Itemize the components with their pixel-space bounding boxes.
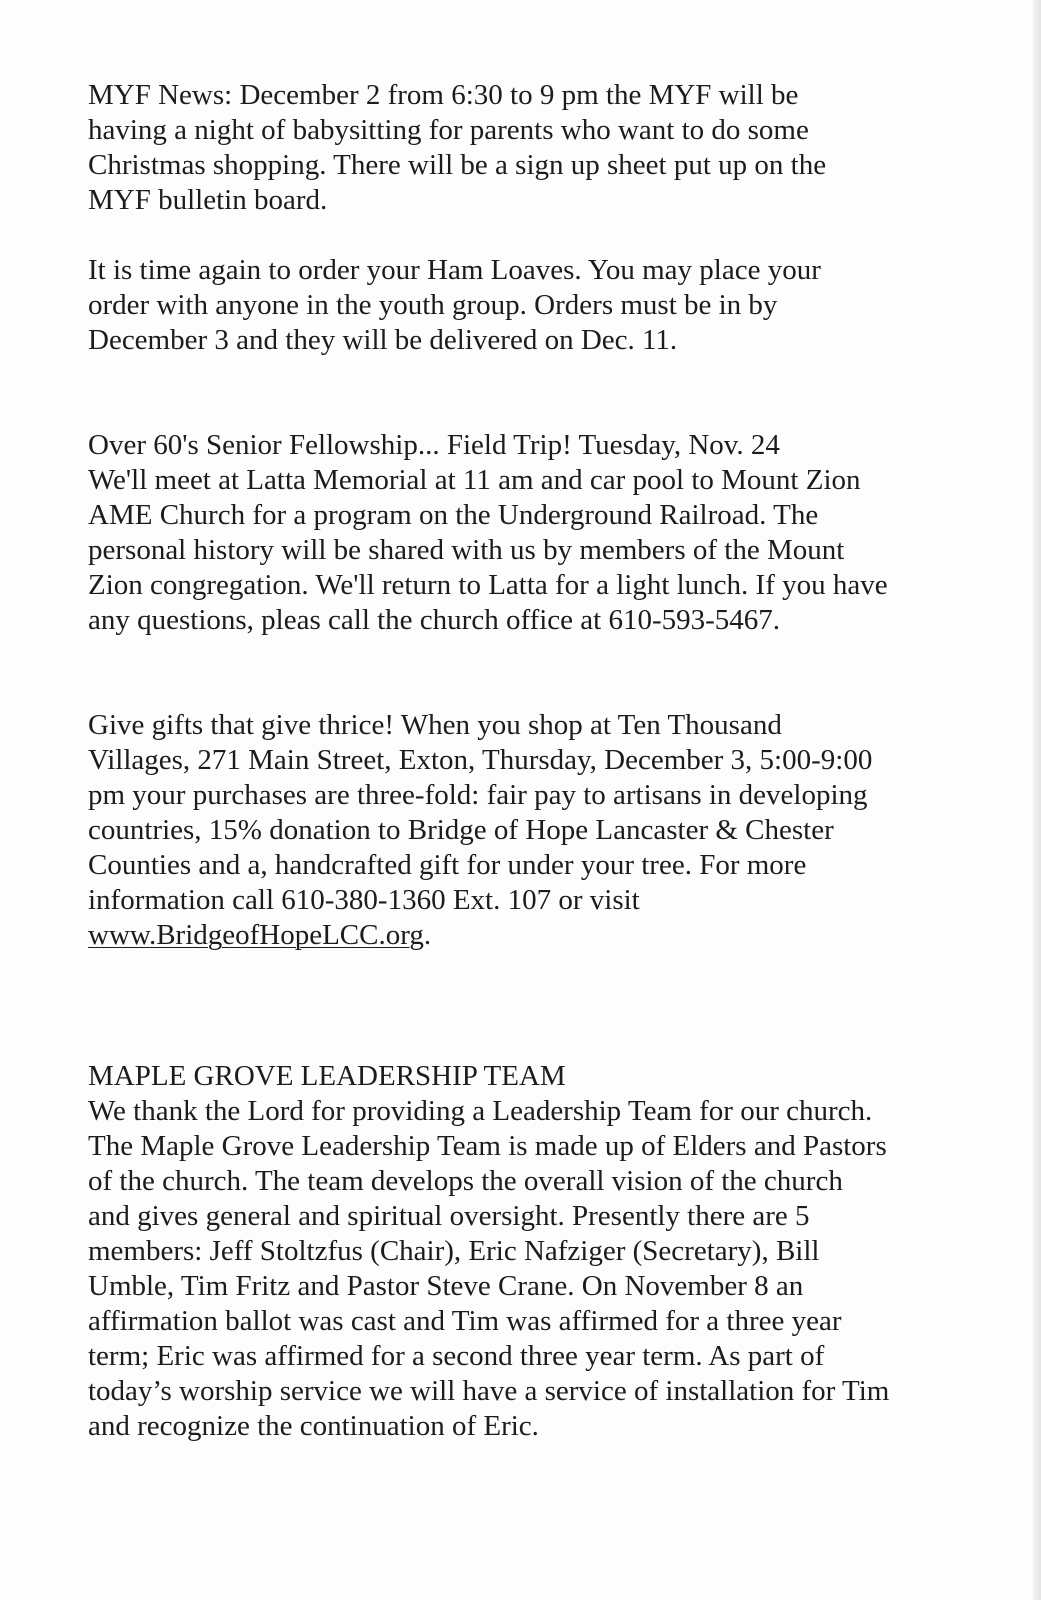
text-line: MYF bulletin board. [88, 184, 328, 216]
text-line: Umble, Tim Fritz and Pastor Steve Crane. On November 8 an [88, 1270, 804, 1302]
text-line: Counties and a, handcrafted gift for under your tree. For more [88, 849, 807, 881]
text-line: members: Jeff Stoltzfus (Chair), Eric Nafziger (Secretary), Bill [88, 1235, 820, 1267]
text-line: We'll meet at Latta Memorial at 11 am and car pool to Mount Zion [88, 464, 861, 496]
text-line: pm your purchases are three-fold: fair pay to artisans in developing [88, 779, 868, 811]
text-line: AME Church for a program on the Underground Railroad. The [88, 499, 819, 531]
text-line: today’s worship service we will have a service of installation for Tim [88, 1375, 890, 1407]
ham-loaves-paragraph [88, 253, 988, 358]
text-line: Villages, 271 Main Street, Exton, Thursday, December 3, 5:00-9:00 [88, 744, 873, 776]
page-edge-shadow [1033, 0, 1041, 1600]
text-line: order with anyone in the youth group. Orders must be in by [88, 289, 778, 321]
text-line: countries, 15% donation to Bridge of Hope Lancaster & Chester [88, 814, 834, 846]
leadership-team-paragraph [88, 1059, 988, 1444]
text-line: December 3 and they will be delivered on Dec. 11. [88, 324, 678, 356]
text-line: and recognize the continuation of Eric. [88, 1410, 539, 1442]
text-line: any questions, pleas call the church office at 610-593-5467. [88, 604, 781, 636]
text-line: and gives general and spiritual oversight. Presently there are 5 [88, 1200, 810, 1232]
text-line: term; Eric was affirmed for a second three year term. As part of [88, 1340, 825, 1372]
section-heading: MAPLE GROVE LEADERSHIP TEAM [88, 1060, 566, 1092]
bulletin-content [88, 78, 988, 1444]
text-line: of the church. The team develops the overall vision of the church [88, 1165, 843, 1197]
link-line [88, 918, 988, 953]
senior-fellowship-paragraph [88, 428, 988, 638]
text-line: We thank the Lord for providing a Leadership Team for our church. [88, 1095, 873, 1127]
text-line: Over 60's Senior Fellowship... Field Trip! Tuesday, Nov. 24 [88, 429, 780, 461]
text-line: affirmation ballot was cast and Tim was affirmed for a three year [88, 1305, 842, 1337]
myf-news-paragraph [88, 78, 988, 218]
text-line: Christmas shopping. There will be a sign up sheet put up on the [88, 149, 827, 181]
text-line: MYF News: December 2 from 6:30 to 9 pm the MYF will be [88, 79, 799, 111]
ten-thousand-villages-paragraph [88, 708, 988, 953]
text-line: Give gifts that give thrice! When you shop at Ten Thousand [88, 709, 782, 741]
bridge-of-hope-link[interactable]: www.BridgeofHopeLCC.org [88, 919, 424, 951]
text-line: The Maple Grove Leadership Team is made up of Elders and Pastors [88, 1130, 887, 1162]
text-line: Zion congregation. We'll return to Latta for a light lunch. If you have [88, 569, 888, 601]
link-suffix: . [423, 919, 432, 951]
text-line: It is time again to order your Ham Loaves. You may place your [88, 254, 821, 286]
text-line: having a night of babysitting for parents who want to do some [88, 114, 809, 146]
text-line: personal history will be shared with us by members of the Mount [88, 534, 845, 566]
text-line: information call 610-380-1360 Ext. 107 or visit [88, 884, 640, 916]
